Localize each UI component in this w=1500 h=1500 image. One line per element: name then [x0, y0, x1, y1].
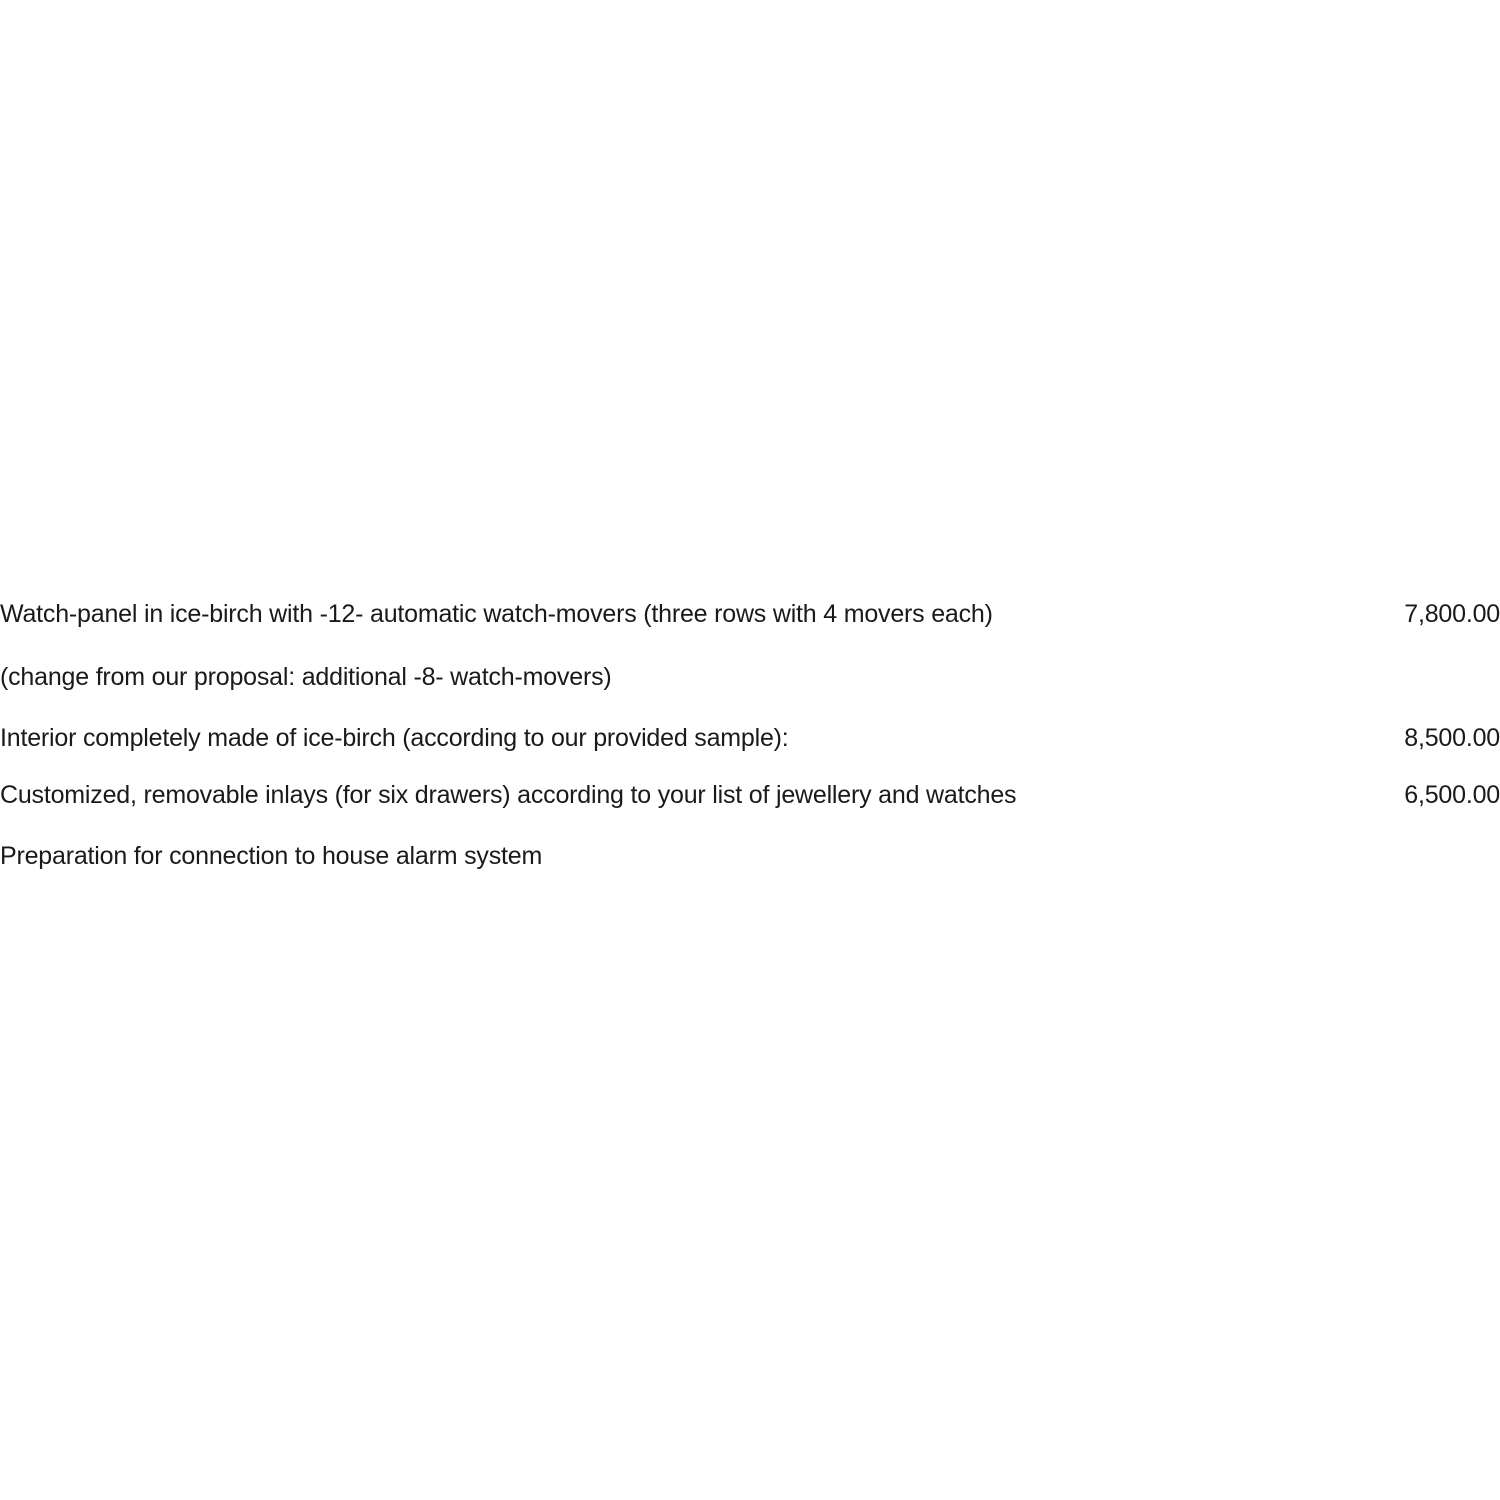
- item-price: 6,500.00: [1404, 781, 1500, 809]
- item-description: Watch-panel in ice-birch with -12- automatic watch-movers (three rows with 4 movers each): [0, 600, 993, 628]
- item-description: Preparation for connection to house alarm system: [0, 842, 543, 870]
- item-description: Interior completely made of ice-birch (according to our provided sample):: [0, 724, 789, 752]
- item-price: 7,800.00: [1404, 600, 1500, 628]
- item-description: Customized, removable inlays (for six drawers) according to your list of jewellery and watches: [0, 781, 1017, 809]
- line-item: [0, 724, 1500, 752]
- line-item: [0, 842, 1500, 870]
- line-item: [0, 781, 1500, 809]
- line-item-note: [0, 663, 1500, 691]
- line-item: [0, 600, 1500, 628]
- item-price: 8,500.00: [1404, 724, 1500, 752]
- item-description: (change from our proposal: additional -8- watch-movers): [0, 663, 612, 691]
